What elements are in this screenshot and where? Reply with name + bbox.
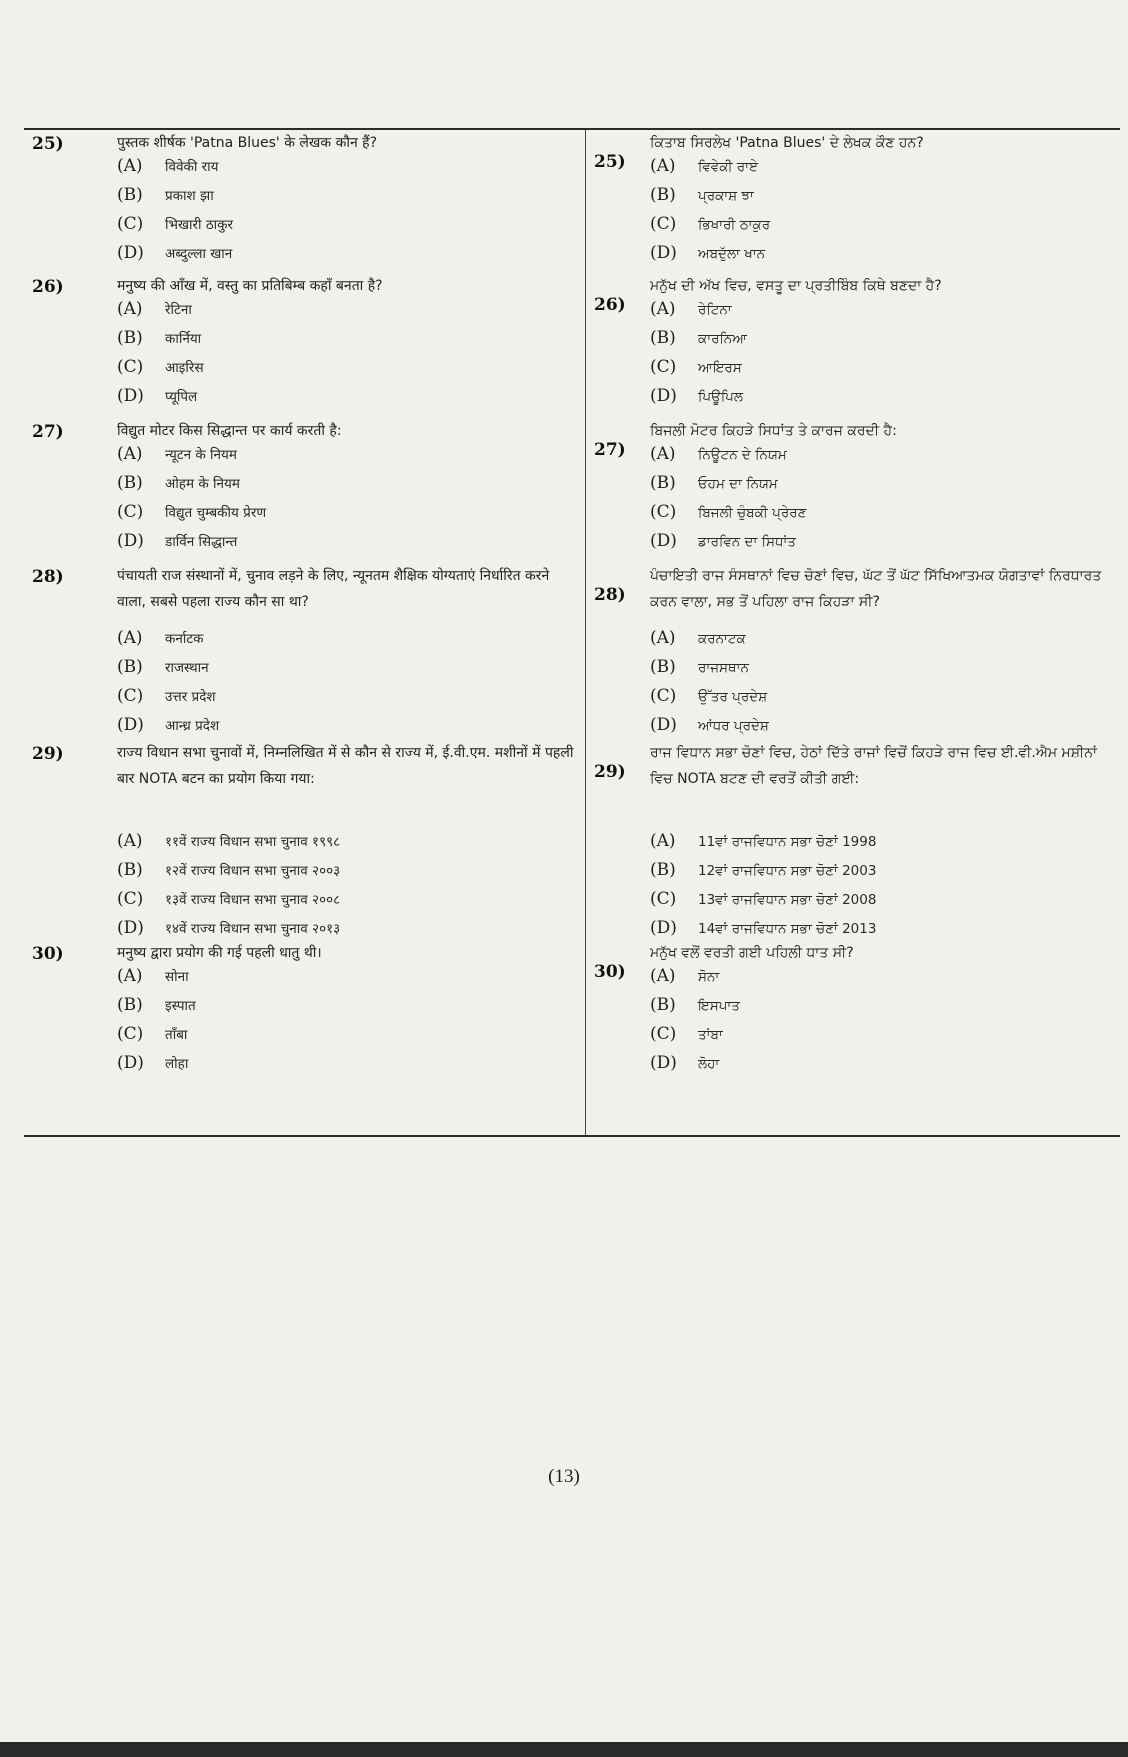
answer-option-punjabi <box>650 715 769 735</box>
option-letter: (C) <box>650 686 677 706</box>
option-text: 13ਵਾਂ ਰਾਜਵਿਧਾਨ ਸਭਾ ਚੋਣਾਂ 2008 <box>698 892 877 908</box>
question-number-punjabi: 25) <box>594 152 626 172</box>
option-letter: (D) <box>117 243 144 263</box>
answer-option-punjabi <box>650 1053 719 1073</box>
option-letter: (C) <box>650 1024 677 1044</box>
answer-option-hindi <box>117 1024 187 1044</box>
option-text: १३वें राज्य विधान सभा चुनाव २००८ <box>165 892 341 908</box>
answer-option-punjabi <box>650 502 806 522</box>
question-number-punjabi: 28) <box>594 585 626 605</box>
option-letter: (A) <box>117 156 143 176</box>
option-text: ਭਿਖਾਰੀ ਠਾਕੁਰ <box>698 217 771 233</box>
answer-option-punjabi <box>650 628 746 648</box>
question-number-punjabi: 27) <box>594 440 626 460</box>
question-text-punjabi: ਮਨੁੱਖ ਵਲੋਂ ਵਰਤੀ ਗਈ ਪਹਿਲੀ ਧਾਤ ਸੀ? <box>650 945 854 961</box>
question-number-hindi: 27) <box>32 422 64 442</box>
answer-option-punjabi <box>650 299 732 319</box>
option-letter: (A) <box>117 966 143 986</box>
question-text-punjabi: ਮਨੁੱਖ ਦੀ ਅੱਖ ਵਿਚ, ਵਸਤੂ ਦਾ ਪ੍ਰਤੀਬਿੰਬ ਕਿਥੇ ਬਣਦਾ ਹੈ? <box>650 278 942 294</box>
option-text: ਤਾਂਬਾ <box>698 1027 723 1043</box>
question-text-punjabi: ਰਾਜ ਵਿਧਾਨ ਸਭਾ ਚੋਣਾਂ ਵਿਚ, ਹੇਠਾਂ ਦਿੱਤੇ ਰਾਜਾਂ ਵਿਚੋਂ ਕਿਹੜੇ ਰਾਜ ਵਿਚ ਈ.ਵੀ.ਐਮ ਮਸ਼ੀਨਾਂ ਵਿਚ NOTA ਬਟਣ ਦੀ ਵਰਤੋਂ ਕੀਤੀ ਗਈ: <box>650 745 1097 787</box>
question-number-punjabi: 30) <box>594 962 626 982</box>
option-text: १४वें राज्य विधान सभा चुनाव २०१३ <box>165 921 341 937</box>
option-text: ਆਇਰਸ <box>698 360 742 376</box>
option-text: ओहम के नियम <box>165 476 240 492</box>
option-text: ਇਸਪਾਤ <box>698 998 740 1014</box>
answer-option-hindi <box>117 831 340 851</box>
answer-option-punjabi <box>650 831 876 851</box>
option-letter: (A) <box>650 156 676 176</box>
option-text: 14ਵਾਂ ਰਾਜਵਿਧਾਨ ਸਭਾ ਚੋਣਾਂ 2013 <box>698 921 877 937</box>
question-text-hindi: पुस्तक शीर्षक 'Patna Blues' के लेखक कौन हैं? <box>117 135 378 151</box>
option-text: इस्पात <box>165 998 196 1014</box>
answer-option-punjabi <box>650 686 767 706</box>
option-letter: (B) <box>117 185 143 205</box>
option-text: ਡਾਰਵਿਨ ਦਾ ਸਿਧਾਂਤ <box>698 534 796 550</box>
answer-option-hindi <box>117 444 237 464</box>
answer-option-punjabi <box>650 918 876 938</box>
answer-option-hindi <box>117 686 216 706</box>
answer-option-punjabi <box>650 995 740 1015</box>
option-text: ਸੋਨਾ <box>698 969 720 985</box>
option-letter: (C) <box>650 214 677 234</box>
option-text: आन्ध्र प्रदेश <box>165 718 220 734</box>
answer-option-hindi <box>117 243 232 263</box>
answer-option-hindi <box>117 715 219 735</box>
option-text: भिखारी ठाकुर <box>165 217 234 233</box>
answer-option-hindi <box>117 531 237 551</box>
answer-option-punjabi <box>650 156 758 176</box>
question-text-punjabi: ਕਿਤਾਬ ਸਿਰਲੇਖ 'Patna Blues' ਦੇ ਲੇਖਕ ਕੌਣ ਹਨ? <box>650 135 924 151</box>
answer-option-punjabi <box>650 966 719 986</box>
question-number-punjabi: 26) <box>594 295 626 315</box>
option-text: कर्नाटक <box>165 631 204 647</box>
option-text: 11ਵਾਂ ਰਾਜਵਿਧਾਨ ਸਭਾ ਚੋਣਾਂ 1998 <box>698 834 877 850</box>
question-number-hindi: 26) <box>32 277 64 297</box>
option-text: उत्तर प्रदेश <box>165 689 216 705</box>
option-letter: (B) <box>117 328 143 348</box>
option-letter: (D) <box>117 918 144 938</box>
option-text: ਆਂਧਰ ਪ੍ਰਦੇਸ਼ <box>698 718 769 734</box>
option-letter: (B) <box>650 185 676 205</box>
option-text: न्यूटन के नियम <box>165 447 237 463</box>
option-letter: (B) <box>117 860 143 880</box>
option-text: अब्दुल्ला खान <box>165 246 233 262</box>
option-letter: (A) <box>650 966 676 986</box>
answer-option-punjabi <box>650 1024 723 1044</box>
option-text: ਨਿਊਟਨ ਦੇ ਨਿਯਮ <box>698 447 787 463</box>
option-text: ਓਹਮ ਦਾ ਨਿਯਮ <box>698 476 778 492</box>
option-letter: (D) <box>117 1053 144 1073</box>
question-number-punjabi: 29) <box>594 762 626 782</box>
option-text: ਬਿਜਲੀ ਚੁੰਬਕੀ ਪ੍ਰੇਰਣ <box>698 505 807 521</box>
option-letter: (C) <box>117 214 144 234</box>
option-letter: (C) <box>117 686 144 706</box>
answer-option-punjabi <box>650 386 743 406</box>
option-text: सोना <box>165 969 189 985</box>
option-letter: (C) <box>117 1024 144 1044</box>
option-text: ਪਿਊਪਿਲ <box>698 389 743 405</box>
answer-option-hindi <box>117 502 266 522</box>
question-text-hindi: राज्य विधान सभा चुनावों में, निम्नलिखित में से कौन से राज्य में, ई.वी.एम. मशीनों में पहली बार NOTA बटन का प्रयोग किया गया: <box>117 745 574 787</box>
option-text: ਅਬਦੁੱਲਾ ਖਾਨ <box>698 246 766 262</box>
option-letter: (C) <box>117 502 144 522</box>
option-text: ਉੱਤਰ ਪ੍ਰਦੇਸ਼ <box>698 689 768 705</box>
answer-option-punjabi <box>650 243 765 263</box>
option-text: प्रकाश झा <box>165 188 214 204</box>
answer-option-hindi <box>117 657 209 677</box>
option-letter: (D) <box>117 715 144 735</box>
option-letter: (D) <box>650 715 677 735</box>
question-text-hindi: पंचायती राज संस्थानों में, चुनाव लड़ने के लिए, न्यूनतम शैक्षिक योग्यताएं निर्धारित करने वाला, सबसे पहला राज्य कौन सा था? <box>117 568 550 610</box>
option-letter: (C) <box>650 502 677 522</box>
answer-option-punjabi <box>650 531 796 551</box>
option-text: ਕਾਰਨਿਆ <box>698 331 747 347</box>
option-letter: (D) <box>117 386 144 406</box>
answer-option-punjabi <box>650 357 742 377</box>
option-letter: (A) <box>650 444 676 464</box>
answer-option-hindi <box>117 156 219 176</box>
answer-option-hindi <box>117 185 214 205</box>
option-letter: (A) <box>117 444 143 464</box>
option-letter: (C) <box>650 357 677 377</box>
question-text-punjabi: ਪੰਚਾਇਤੀ ਰਾਜ ਸੰਸਥਾਨਾਂ ਵਿਚ ਚੋਣਾਂ ਵਿਚ, ਘੱਟ ਤੋਂ ਘੱਟ ਸਿੱਖਿਆਤਮਕ ਯੋਗਤਾਵਾਂ ਨਿਰਧਾਰਤ ਕਰਨ ਵਾਲਾ, ਸਭ ਤੋਂ ਪਹਿਲਾ ਰਾਜ ਕਿਹੜਾ ਸੀ? <box>650 568 1102 610</box>
question-number-hindi: 28) <box>32 567 64 587</box>
option-letter: (B) <box>650 328 676 348</box>
option-letter: (A) <box>117 628 143 648</box>
option-letter: (D) <box>650 386 677 406</box>
option-letter: (C) <box>117 889 144 909</box>
option-letter: (C) <box>117 357 144 377</box>
option-text: रेटिना <box>165 302 192 318</box>
option-text: विद्युत चुम्बकीय प्रेरण <box>165 505 267 521</box>
answer-option-hindi <box>117 889 340 909</box>
answer-option-hindi <box>117 966 189 986</box>
option-letter: (B) <box>117 657 143 677</box>
answer-option-hindi <box>117 995 196 1015</box>
option-letter: (B) <box>650 473 676 493</box>
option-text: डार्विन सिद्धान्त <box>165 534 238 550</box>
answer-option-hindi <box>117 328 201 348</box>
answer-option-punjabi <box>650 473 778 493</box>
option-text: विवेकी राय <box>165 159 219 175</box>
option-text: लोहा <box>165 1056 189 1072</box>
option-letter: (B) <box>650 995 676 1015</box>
question-table <box>24 128 1120 1137</box>
option-letter: (D) <box>650 243 677 263</box>
option-letter: (A) <box>117 299 143 319</box>
answer-option-punjabi <box>650 657 749 677</box>
answer-option-hindi <box>117 860 340 880</box>
option-text: ११वें राज्य विधान सभा चुनाव १९९८ <box>165 834 341 850</box>
option-text: ਲੋਹਾ <box>698 1056 720 1072</box>
option-text: कार्निया <box>165 331 202 347</box>
question-number-hindi: 25) <box>32 134 64 154</box>
option-letter: (D) <box>117 531 144 551</box>
answer-option-punjabi <box>650 444 787 464</box>
question-text-hindi: मनुष्य द्वारा प्रयोग की गई पहली धातु थी। <box>117 945 322 961</box>
question-number-hindi: 29) <box>32 744 64 764</box>
option-letter: (B) <box>117 473 143 493</box>
option-letter: (D) <box>650 1053 677 1073</box>
option-letter: (D) <box>650 531 677 551</box>
answer-option-hindi <box>117 918 340 938</box>
option-letter: (A) <box>117 831 143 851</box>
question-number-hindi: 30) <box>32 944 64 964</box>
answer-option-hindi <box>117 357 204 377</box>
option-text: राजस्थान <box>165 660 209 676</box>
option-text: ਪ੍ਰਕਾਸ਼ ਝਾ <box>698 188 754 204</box>
option-text: ताँबा <box>165 1027 188 1043</box>
scan-edge <box>0 1742 1128 1757</box>
answer-option-hindi <box>117 1053 188 1073</box>
answer-option-punjabi <box>650 889 876 909</box>
option-text: ਵਿਵੇਕੀ ਰਾਏ <box>698 159 759 175</box>
option-letter: (A) <box>650 299 676 319</box>
option-letter: (B) <box>117 995 143 1015</box>
answer-option-punjabi <box>650 214 770 234</box>
question-text-hindi: मनुष्य की आँख में, वस्तु का प्रतिबिम्ब कहाँ बनता है? <box>117 278 383 294</box>
option-text: १२वें राज्य विधान सभा चुनाव २००३ <box>165 863 341 879</box>
option-text: ਰੇਟਿਨਾ <box>698 302 732 318</box>
option-letter: (D) <box>650 918 677 938</box>
answer-option-hindi <box>117 473 240 493</box>
answer-option-hindi <box>117 628 204 648</box>
option-text: ਕਰਨਾਟਕ <box>698 631 746 647</box>
option-letter: (B) <box>650 657 676 677</box>
option-letter: (C) <box>650 889 677 909</box>
page-number: (13) <box>548 1466 580 1487</box>
answer-option-punjabi <box>650 185 754 205</box>
answer-option-hindi <box>117 386 197 406</box>
answer-option-hindi <box>117 299 192 319</box>
option-text: आइरिस <box>165 360 204 376</box>
column-divider <box>585 130 586 1135</box>
option-text: 12ਵਾਂ ਰਾਜਵਿਧਾਨ ਸਭਾ ਚੋਣਾਂ 2003 <box>698 863 877 879</box>
option-text: ਰਾਜਸਥਾਨ <box>698 660 749 676</box>
question-text-hindi: विद्युत मोटर किस सिद्धान्त पर कार्य करती है: <box>117 423 342 439</box>
option-text: प्यूपिल <box>165 389 198 405</box>
answer-option-punjabi <box>650 860 876 880</box>
option-letter: (B) <box>650 860 676 880</box>
answer-option-punjabi <box>650 328 747 348</box>
option-letter: (A) <box>650 831 676 851</box>
answer-option-hindi <box>117 214 233 234</box>
question-text-punjabi: ਬਿਜਲੀ ਮੋਟਰ ਕਿਹੜੇ ਸਿਧਾਂਤ ਤੇ ਕਾਰਜ ਕਰਦੀ ਹੈ: <box>650 423 897 439</box>
option-letter: (A) <box>650 628 676 648</box>
